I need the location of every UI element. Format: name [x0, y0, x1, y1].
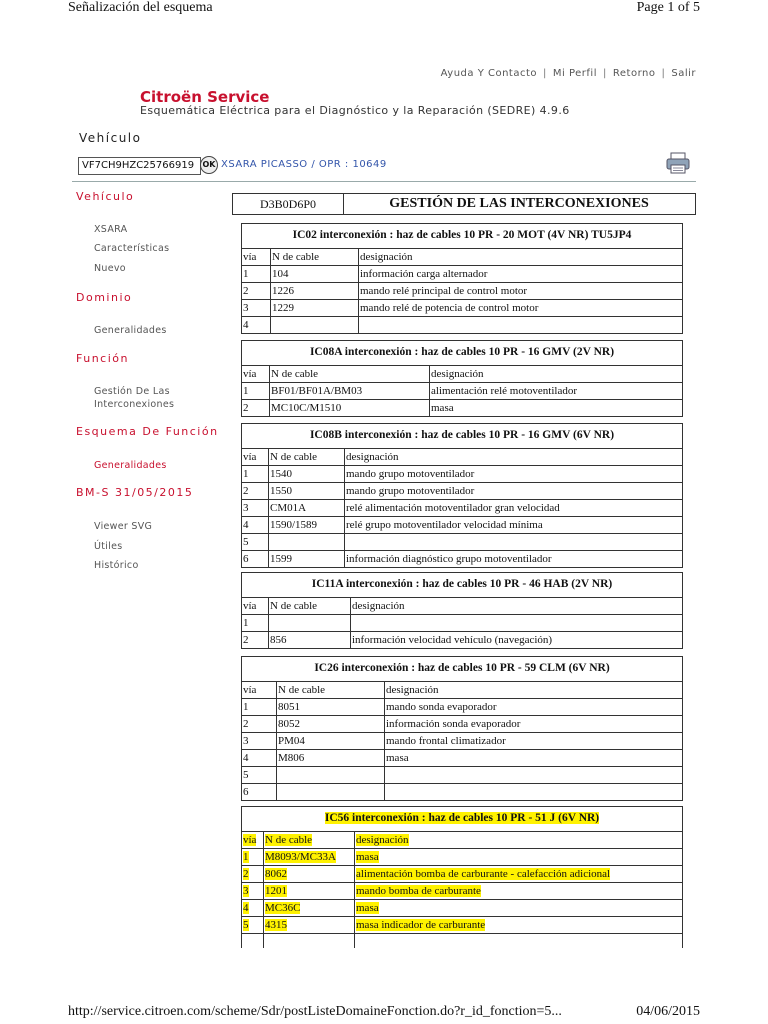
table-cell: [242, 767, 276, 783]
table-cell: [242, 598, 268, 614]
table-cell: [344, 483, 683, 499]
table-row: [242, 632, 682, 648]
table-cell: [270, 317, 359, 333]
table-cell-text: 2: [243, 485, 249, 497]
table-cell-text: 4: [243, 752, 249, 764]
table-caption: [242, 341, 682, 366]
sidebar-item-gestion[interactable]: [94, 385, 174, 411]
table-cell-text: CM01A: [270, 502, 307, 514]
table-cell: [268, 449, 345, 465]
table-cell: [344, 449, 683, 465]
table-cell: [242, 784, 276, 800]
return-link[interactable]: Retorno: [612, 68, 656, 79]
table-caption: [242, 657, 682, 682]
table-cell: [276, 699, 385, 715]
table-cell-text: 2: [243, 285, 249, 297]
sidebar-heading-vehiculo: Vehículo: [76, 190, 135, 203]
table-cell: [358, 249, 683, 265]
help-contact-link[interactable]: Ayuda Y Contacto: [440, 68, 538, 79]
table-cell-text: relé alimentación motoventilador gran velocidad: [346, 502, 560, 514]
table-cell-text: N de cable: [278, 684, 326, 696]
table-row: [242, 900, 682, 917]
sidebar-item-utiles[interactable]: Útiles: [94, 541, 123, 552]
table-cell-text: mando relé principal de control motor: [360, 285, 528, 297]
table-cell-text: 3: [243, 735, 249, 747]
table-cell: [268, 632, 351, 648]
table-cell: [268, 551, 345, 567]
table-cell: [263, 917, 355, 933]
table-cell-text: 4: [243, 519, 249, 531]
table-row: [242, 517, 682, 534]
table-cell-text: M8093/MC33A: [265, 851, 336, 863]
table-row: [242, 317, 682, 333]
app-subtitle: Esquemática Eléctrica para el Diagnóstico y la Reparación (SEDRE) 4.9.6: [140, 104, 570, 117]
table-caption-text: IC08A interconexión : haz de cables 10 PR - 16 GMV (2V NR): [309, 346, 615, 358]
table-cell: [242, 483, 268, 499]
table-cell: [242, 317, 270, 333]
table-cell-text: vía: [243, 251, 257, 263]
table-cell: [358, 300, 683, 316]
table-cell: [268, 598, 351, 614]
table-row: [242, 615, 682, 632]
sidebar-item-gestion-line2: Interconexiones: [94, 399, 175, 410]
table-cell: [344, 517, 683, 533]
table-cell-text: masa indicador de carburante: [356, 919, 486, 931]
table-cell-text: 2: [243, 402, 249, 414]
table-cell: [384, 784, 683, 800]
table-cell-text: designación: [352, 600, 405, 612]
table-caption: [242, 424, 682, 449]
table-cell: [263, 866, 355, 882]
table-cell: [354, 883, 683, 899]
table-cell-text: MC36C: [265, 902, 301, 914]
table-cell-text: 3: [243, 885, 249, 897]
table-cell: [242, 383, 269, 399]
table-cell: [242, 517, 268, 533]
table-cell-text: MC10C/M1510: [271, 402, 342, 414]
table-cell: [242, 866, 263, 882]
table-cell: [268, 615, 351, 631]
sidebar-heading-bms: BM-S 31/05/2015: [76, 486, 194, 499]
table-cell: [242, 449, 268, 465]
table-cell: [242, 266, 270, 282]
table-cell-text: 1: [243, 701, 249, 713]
top-links: Ayuda Y Contacto | Mi Perfil | Retorno | Salir: [440, 68, 696, 79]
table-cell: [384, 716, 683, 732]
table-cell: [276, 682, 385, 698]
table-header-row: [242, 249, 682, 266]
table-cell-text: designación: [356, 834, 409, 846]
table-cell: [263, 934, 355, 948]
table-cell-text: vía: [243, 600, 257, 612]
table-cell: [354, 849, 683, 865]
table-cell: [242, 917, 263, 933]
table-cell-text: 104: [272, 268, 289, 280]
interconnection-table: [241, 806, 683, 948]
sidebar-item-historico[interactable]: Histórico: [94, 560, 139, 571]
table-cell-text: 6: [243, 553, 249, 565]
table-cell: [242, 716, 276, 732]
table-row: [242, 551, 682, 567]
table-cell: [269, 366, 430, 382]
print-date: 04/06/2015: [636, 1004, 700, 1019]
table-row: [242, 733, 682, 750]
table-cell: [270, 283, 359, 299]
table-cell-text: información sonda evaporador: [386, 718, 521, 730]
table-cell-text: 8062: [265, 868, 287, 880]
table-cell-text: 4: [243, 319, 249, 331]
table-cell: [429, 400, 683, 416]
table-cell-text: 3: [243, 502, 249, 514]
table-cell-text: 4: [243, 902, 249, 914]
print-page-number: Page 1 of 5: [636, 0, 700, 15]
sidebar-item-viewer-svg[interactable]: Viewer SVG: [94, 521, 153, 532]
table-cell: [242, 832, 263, 848]
table-cell: [263, 900, 355, 916]
table-row: [242, 716, 682, 733]
table-cell-text: N de cable: [265, 834, 313, 846]
table-cell-text: masa: [431, 402, 454, 414]
table-cell: [350, 598, 683, 614]
table-row: [242, 483, 682, 500]
table-caption-text: IC56 interconexión : haz de cables 10 PR - 51 J (6V NR): [324, 812, 600, 824]
table-row: [242, 266, 682, 283]
table-cell-text: designación: [386, 684, 439, 696]
table-cell-text: mando grupo motoventilador: [346, 468, 475, 480]
table-header-row: [242, 832, 682, 849]
table-cell-text: 5: [243, 919, 249, 931]
table-cell-text: 2: [243, 718, 249, 730]
table-row: [242, 917, 682, 934]
table-cell-text: alimentación relé motoventilador: [431, 385, 578, 397]
table-cell: [242, 551, 268, 567]
table-cell: [268, 517, 345, 533]
sidebar-item-xsara[interactable]: XSARA: [94, 224, 128, 235]
table-cell: [344, 534, 683, 550]
table-cell-text: masa: [356, 851, 379, 863]
print-footer: [68, 1002, 700, 1024]
table-cell: [358, 317, 683, 333]
table-cell: [358, 266, 683, 282]
table-cell: [268, 500, 345, 516]
table-cell-text: 2: [243, 868, 249, 880]
table-cell: [350, 615, 683, 631]
interconnection-table: [241, 656, 683, 801]
table-cell-text: 1550: [270, 485, 292, 497]
table-row: [242, 883, 682, 900]
table-cell-text: 3: [243, 302, 249, 314]
table-row: [242, 283, 682, 300]
document-code: D3B0D6P0: [232, 193, 344, 215]
table-cell: [268, 483, 345, 499]
table-cell-text: 1599: [270, 553, 292, 565]
ok-button[interactable]: OK: [200, 156, 218, 174]
table-cell: [276, 767, 385, 783]
table-cell: [276, 784, 385, 800]
sidebar-item-caracteristicas[interactable]: Características: [94, 243, 170, 254]
my-profile-link[interactable]: Mi Perfil: [552, 68, 597, 79]
table-cell: [344, 466, 683, 482]
table-cell-text: masa: [356, 902, 379, 914]
table-cell-text: mando grupo motoventilador: [346, 485, 475, 497]
table-cell: [242, 300, 270, 316]
table-cell: [242, 534, 268, 550]
table-cell: [269, 383, 430, 399]
table-caption: [242, 573, 682, 598]
table-row: [242, 866, 682, 883]
table-cell: [242, 366, 269, 382]
table-cell: [276, 750, 385, 766]
table-cell-text: vía: [243, 684, 257, 696]
table-row: [242, 699, 682, 716]
sidebar-item-nuevo[interactable]: Nuevo: [94, 263, 126, 274]
table-cell-text: 1201: [265, 885, 287, 897]
table-cell: [354, 866, 683, 882]
interconnection-table: [241, 572, 683, 649]
table-cell-text: 5: [243, 536, 249, 548]
table-cell: [242, 283, 270, 299]
table-cell: [354, 934, 683, 948]
table-cell-text: vía: [243, 834, 257, 846]
table-cell-text: 1590/1589: [270, 519, 318, 531]
table-cell: [384, 682, 683, 698]
table-caption-text: IC26 interconexión : haz de cables 10 PR - 59 CLM (6V NR): [314, 662, 610, 674]
table-cell-text: 1: [243, 851, 249, 863]
table-cell: [270, 300, 359, 316]
sidebar-heading-esquema: Esquema De Función: [76, 425, 219, 438]
table-row: [242, 466, 682, 483]
logout-link[interactable]: Salir: [671, 68, 696, 79]
table-cell: [384, 699, 683, 715]
table-cell-text: N de cable: [271, 368, 319, 380]
table-cell-text: mando bomba de carburante: [356, 885, 481, 897]
table-cell: [242, 883, 263, 899]
table-cell: [429, 366, 683, 382]
table-cell-text: 1: [243, 385, 249, 397]
vin-input[interactable]: VF7CH9HZC25766919: [78, 157, 201, 175]
table-cell-text: designación: [346, 451, 399, 463]
table-cell: [263, 849, 355, 865]
table-cell: [242, 733, 276, 749]
table-cell-text: 1226: [272, 285, 294, 297]
table-row: [242, 534, 682, 551]
table-cell-text: designación: [431, 368, 484, 380]
table-cell: [429, 383, 683, 399]
table-cell-text: 856: [270, 634, 287, 646]
table-cell-text: 2: [243, 634, 249, 646]
table-cell: [268, 466, 345, 482]
interconnection-table: [241, 223, 683, 334]
table-cell: [242, 682, 276, 698]
table-caption-text: IC08B interconexión : haz de cables 10 PR - 16 GMV (6V NR): [309, 429, 615, 441]
table-cell-text: 4315: [265, 919, 287, 931]
table-cell: [242, 400, 269, 416]
sidebar-item-gestion-line1: Gestión De Las: [94, 386, 170, 397]
table-cell-text: vía: [243, 451, 257, 463]
table-header-row: [242, 449, 682, 466]
table-cell-text: 8051: [278, 701, 300, 713]
table-row: [242, 767, 682, 784]
table-cell-text: mando frontal climatizador: [386, 735, 506, 747]
print-header-title: Señalización del esquema: [68, 0, 213, 15]
table-row: [242, 300, 682, 317]
table-cell: [276, 716, 385, 732]
table-cell-text: 8052: [278, 718, 300, 730]
table-cell-text: 6: [243, 786, 249, 798]
table-cell-text: 1: [243, 268, 249, 280]
table-cell: [384, 767, 683, 783]
table-row: [242, 750, 682, 767]
sidebar-item-esquema-generalidades[interactable]: Generalidades: [94, 460, 167, 471]
table-cell-text: designación: [360, 251, 413, 263]
table-cell-text: alimentación bomba de carburante - calefacción adicional: [356, 868, 611, 880]
table-cell: [263, 832, 355, 848]
table-header-row: [242, 682, 682, 699]
table-cell-text: 5: [243, 769, 249, 781]
table-cell-text: masa: [386, 752, 409, 764]
table-row: [242, 400, 682, 416]
table-cell-text: vía: [243, 368, 257, 380]
table-cell-text: mando relé de potencia de control motor: [360, 302, 539, 314]
table-cell-text: N de cable: [270, 600, 318, 612]
table-cell-text: N de cable: [272, 251, 320, 263]
print-header: [68, 0, 700, 20]
brand-logo: Citroën Service: [140, 88, 270, 106]
table-header-row: [242, 598, 682, 615]
sidebar-heading-funcion: Función: [76, 352, 129, 365]
table-cell: [354, 832, 683, 848]
table-cell: [344, 500, 683, 516]
table-caption: [242, 224, 682, 249]
table-cell: [242, 750, 276, 766]
table-cell: [344, 551, 683, 567]
table-cell: [384, 733, 683, 749]
table-row: [242, 383, 682, 400]
table-cell-text: 1: [243, 468, 249, 480]
table-cell: [354, 917, 683, 933]
interconnection-table: [241, 423, 683, 568]
table-row: [242, 934, 682, 948]
table-cell: [350, 632, 683, 648]
vehicle-info: XSARA PICASSO / OPR : 10649: [221, 159, 387, 170]
sidebar-heading-dominio: Dominio: [76, 291, 133, 304]
table-cell: [242, 500, 268, 516]
table-cell: [242, 849, 263, 865]
table-cell: [242, 934, 263, 948]
table-caption-text: IC11A interconexión : haz de cables 10 PR - 46 HAB (2V NR): [311, 578, 613, 590]
table-row: [242, 849, 682, 866]
table-cell-text: 1229: [272, 302, 294, 314]
table-cell-text: PM04: [278, 735, 305, 747]
table-cell: [242, 249, 270, 265]
table-cell-text: información velocidad vehículo (navegación): [352, 634, 553, 646]
printer-icon[interactable]: [666, 152, 690, 174]
table-row: [242, 784, 682, 800]
table-cell: [268, 534, 345, 550]
table-cell-text: información diagnóstico grupo motoventilador: [346, 553, 552, 565]
table-cell: [242, 632, 268, 648]
table-cell-text: BF01/BF01A/BM03: [271, 385, 363, 397]
table-caption: [242, 807, 682, 832]
table-cell-text: información carga alternador: [360, 268, 488, 280]
sidebar: [72, 182, 228, 942]
table-cell-text: N de cable: [270, 451, 318, 463]
table-cell: [276, 733, 385, 749]
interconnection-table: [241, 340, 683, 417]
table-cell: [358, 283, 683, 299]
table-cell: [263, 883, 355, 899]
table-cell: [242, 900, 263, 916]
table-cell: [270, 249, 359, 265]
table-cell: [354, 900, 683, 916]
table-cell: [242, 466, 268, 482]
table-header-row: [242, 366, 682, 383]
table-cell-text: relé grupo motoventilador velocidad mínima: [346, 519, 543, 531]
sidebar-item-generalidades[interactable]: Generalidades: [94, 325, 167, 336]
vehicle-section-title: Vehículo: [79, 131, 142, 145]
table-cell-text: 1540: [270, 468, 292, 480]
table-caption-text: IC02 interconexión : haz de cables 10 PR - 20 MOT (4V NR) TU5JP4: [292, 229, 632, 241]
table-cell: [384, 750, 683, 766]
page-title: GESTIÓN DE LAS INTERCONEXIONES: [343, 193, 696, 215]
table-cell: [242, 615, 268, 631]
table-cell: [270, 266, 359, 282]
table-row: [242, 500, 682, 517]
table-cell: [269, 400, 430, 416]
table-cell-text: mando sonda evaporador: [386, 701, 497, 713]
page-url: http://service.citroen.com/scheme/Sdr/postListeDomaineFonction.do?r_id_fonction=5...: [68, 1004, 562, 1019]
table-cell-text: 1: [243, 617, 249, 629]
table-cell: [242, 699, 276, 715]
table-cell-text: M806: [278, 752, 305, 764]
